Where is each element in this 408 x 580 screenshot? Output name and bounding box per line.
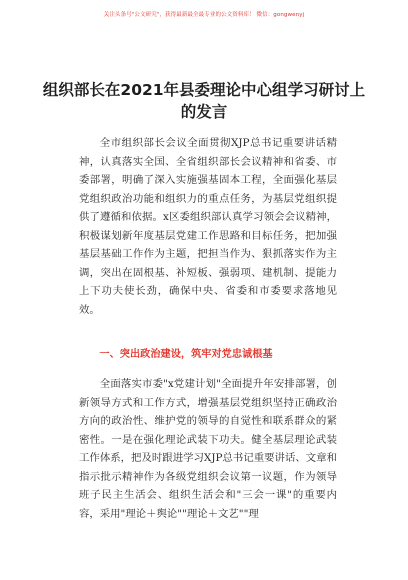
document-title: 组织部长在2021年县委理论中心组学习研讨上的发言 [42, 81, 366, 121]
body-paragraph: 全市组织部长会议全面贯彻XJP总书记重要讲话精神，认真落实全国、全省组织部长会议精神和省委、市委部署，明确了深入实施强基固本工程，全面强化基层党组织政治功能和组织力的重点任务，为基层党组织提供了遵循和依据。x区委组织部认真学习领会会议精神，积极谋划新年度基层党建工作思路和目标任务，把加强基层基础工作作为主题，把担当作为、狠抓落实作为主调，突出在固根基、补短板、强弱项、建机制、提能力上下功夫使长劲，确保中央、省委和市委要求落地见效。 [79, 137, 337, 316]
header-banner: 关注头条号"公文研究"，获得最新最全最专业的公文资料库！ 微信：gongwenyj [103, 12, 305, 18]
body-paragraph: 全面落实市委"x党建计划"全面提升年安排部署，创新领导方式和工作方式，增强基层党组织坚持正确政治方向的政治性、维护党的领导的自觉性和联系群众的紧密性。一是在强化理论武装下功夫。健全基层理论武装工作体系，把及时跟进学习XJP总书记重要讲话、文章和指示批示精神作为各级党组织会议第一议题，作为领导班子民主生活会、组织生活会和"三会一课"的重要内容，采用"理论＋舆论""理论＋文艺""理 [79, 378, 337, 520]
section-heading: 一、突出政治建设，筑牢对党忠诚根基 [99, 349, 273, 360]
